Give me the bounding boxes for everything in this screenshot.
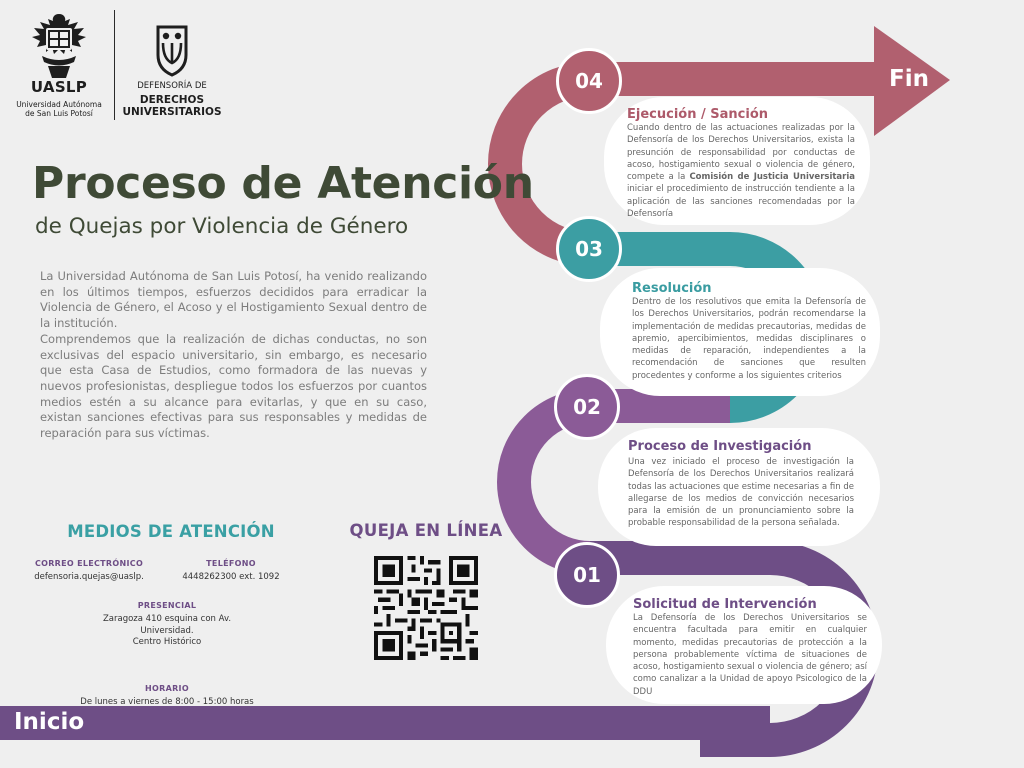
stage-01-title: Solicitud de Intervención	[633, 597, 817, 612]
horario-label: HORARIO	[145, 684, 189, 693]
header-divider	[114, 10, 115, 120]
ddu-name-line3: UNIVERSITARIOS	[122, 106, 222, 118]
queja-heading: QUEJA EN LÍNEA	[349, 521, 503, 540]
medios-heading: MEDIOS DE ATENCIÓN	[67, 522, 275, 541]
horario-value: De lunes a viernes de 8:00 - 15:00 horas	[80, 697, 254, 707]
intro-paragraph-2: Comprendemos que la realización de dichas conductas, no son exclusivas del espacio universitario, sin embargo, es necesario que esta Casa de Estudios, como formadora de las nuevas y nuevos profesionistas, despliegue todos los esfuerzos por cuantos medios estén a su alcance para evitarlas, y que en su caso, existan sanciones efectivas para sus responsables y medidas de reparación para sus víctimas.	[40, 331, 427, 441]
ddu-logo	[152, 19, 192, 77]
stage-04-body-post: iniciar el procedimiento de instrucción tendiente a la aplicación de las sanciones recomendadas por la Defensoría	[627, 184, 855, 220]
uaslp-fullname-line2: de San Luis Potosí	[25, 109, 93, 118]
ddu-name-line1: DEFENSORÍA DE	[137, 81, 207, 91]
stage-03-title: Resolución	[632, 281, 712, 296]
page-title: Proceso de Atención	[32, 158, 534, 209]
step-03-circle	[556, 216, 622, 282]
uaslp-fullname	[8, 100, 110, 118]
stage-04-body	[627, 122, 855, 220]
telefono-label: TELÉFONO	[206, 559, 256, 568]
intro-paragraph-1: La Universidad Autónoma de San Luis Potosí, ha venido realizando en los últimos tiempos, esfuerzos decididos para erradicar la Violencia de Género, el Acoso y el Hostigamiento Sexual dentro de la institución.	[40, 269, 427, 331]
presencial-line1: Zaragoza 410 esquina con Av.	[102, 614, 232, 624]
uaslp-emblem-logo	[28, 12, 90, 80]
presencial-label: PRESENCIAL	[137, 601, 197, 610]
stage-04-title: Ejecución / Sanción	[627, 107, 769, 122]
stage-01-body: La Defensoría de los Derechos Universitarios se encuentra facultada para emitir en cualquier momento, medidas precautorias de protección a la persona probablemente víctima de situaciones de acoso, hostigamiento sexual o violencia de género; así como canalizar a la Unidad de apoyo Psicologico de la DDU	[633, 613, 867, 697]
presencial-line3: Centro Histórico	[132, 637, 202, 647]
inicio-band	[0, 706, 770, 740]
step-04-number: 04	[575, 69, 603, 93]
step-02-number: 02	[573, 395, 601, 419]
step-04-circle	[556, 48, 622, 114]
stage-02-body: Una vez iniciado el proceso de investigación la Defensoría de los Derechos Universitarios realizará todas las actuaciones que estime necesarias a fin de allegarse de los medios de convicción necesarios para la emisión de un pronunciamiento sobre la probable responsabilidad de la persona señalada.	[628, 457, 854, 529]
stage-04-body-pre: Cuando dentro de las actuaciones realizadas por la Defensoría de los Derechos Universitarios, exista la presunción de responsabilidad por conductas de acoso, hostigamiento sexual o violencia de género, compete a la	[627, 123, 855, 183]
inicio-label: Inicio	[14, 709, 85, 735]
qr-code[interactable]	[374, 556, 478, 660]
presencial-address	[84, 614, 250, 649]
step-01-circle	[554, 542, 620, 608]
fin-label: Fin	[889, 66, 929, 92]
step-01-number: 01	[573, 563, 601, 587]
stage-04-body-bold: Comisión de Justicia Universitaria	[689, 172, 855, 183]
step-03-number: 03	[575, 237, 603, 261]
ddu-name-line2: DERECHOS	[139, 94, 205, 106]
stage-02-title: Proceso de Investigación	[628, 439, 812, 454]
presencial-line2: Universidad.	[140, 625, 194, 636]
uaslp-wordmark: UASLP	[30, 78, 88, 96]
correo-value[interactable]: defensoria.quejas@uaslp.	[34, 572, 144, 582]
page-subtitle: de Quejas por Violencia de Género	[35, 214, 409, 239]
correo-label: CORREO ELECTRÓNICO	[34, 559, 144, 568]
step-02-circle	[554, 374, 620, 440]
telefono-value[interactable]: 4448262300 ext. 1092	[182, 572, 280, 582]
uaslp-fullname-line1: Universidad Autónoma	[16, 100, 102, 109]
stage-03-body: Dentro de los resolutivos que emita la Defensoría de los Derechos Universitarios, podrán recomendarse la implementación de medidas precautorias, medidas de apremio, apercibimientos, medidas disciplinares o medidas de reparación, independientes a la recomendación de sanciones que resulten procedentes y conforme a los siguientes criterios	[632, 297, 866, 381]
intro-text	[40, 269, 427, 442]
